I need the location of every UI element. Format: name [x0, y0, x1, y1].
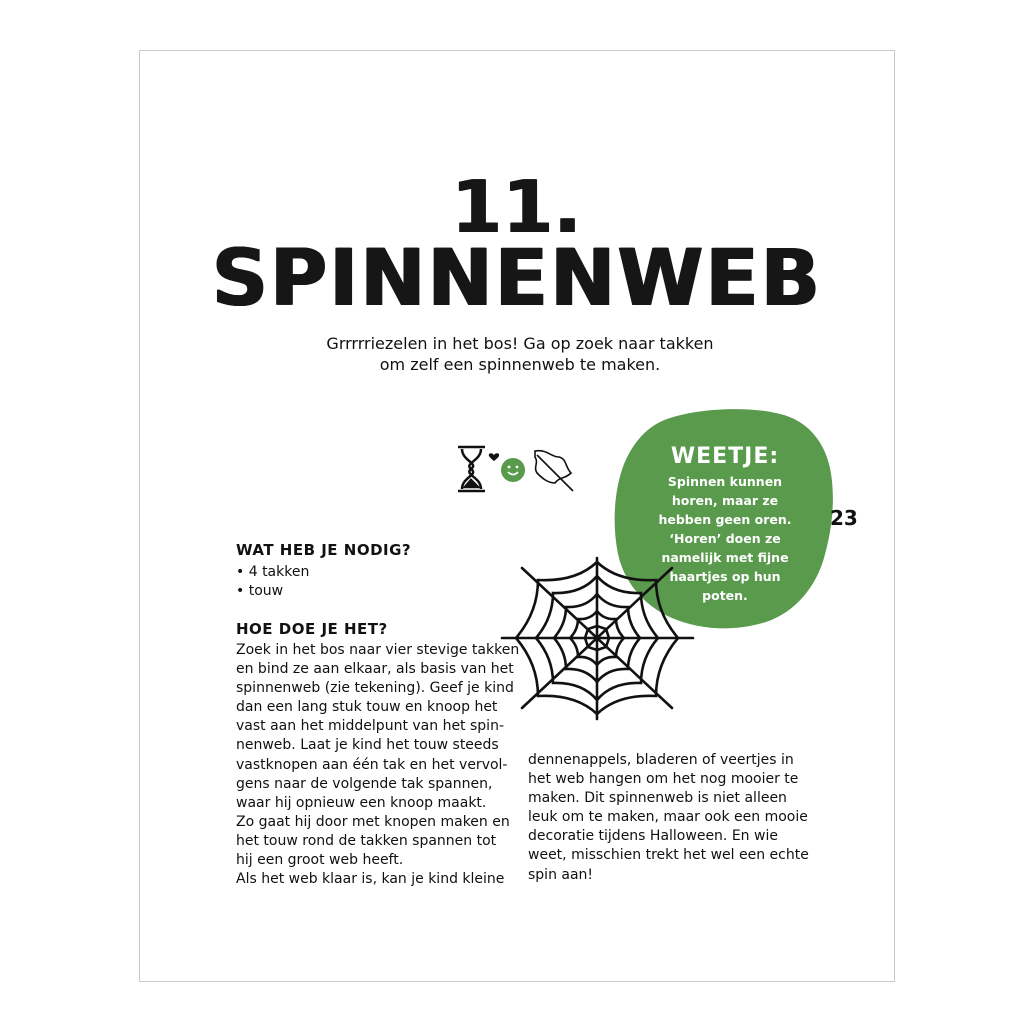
- materials-heading: WAT HEB JE NODIG?: [236, 541, 412, 559]
- text-line: weet, misschien trekt het wel een echte: [528, 847, 809, 864]
- text-line: het touw rond de takken spannen tot: [236, 832, 497, 849]
- callout-title: WEETJE:: [670, 444, 780, 469]
- callout-line: namelijk met fijne: [661, 550, 789, 565]
- instructions-text-left: [236, 641, 520, 889]
- heart-icon: [489, 453, 499, 461]
- leaf-icon: [535, 451, 573, 491]
- text-line: dennenappels, bladeren of veertjes in: [528, 752, 794, 768]
- text-line: waar hij opnieuw een knoop maakt.: [236, 794, 487, 811]
- text-line: vast aan het middelpunt van het spin-: [236, 718, 504, 735]
- callout-line: Spinnen kunnen: [667, 474, 783, 489]
- text-line: Zo gaat hij door met knopen maken en: [236, 813, 510, 830]
- spiderweb-illustration: [500, 556, 695, 721]
- callout-line: haartjes op hun: [669, 569, 781, 584]
- text-line: vastknopen aan één tak en het vervol-: [236, 756, 508, 773]
- text-line: het web hangen om het nog mooier te: [528, 771, 799, 788]
- callout-line: ‘Horen’ doen ze: [669, 531, 781, 546]
- smiley-icon: [501, 458, 525, 482]
- text-line: Zoek in het bos naar vier stevige takken: [236, 642, 520, 658]
- text-line: en bind ze aan elkaar, als basis van het: [236, 661, 514, 678]
- instructions-text-right: [528, 751, 809, 885]
- list-item: • touw: [236, 583, 284, 599]
- instructions-heading: HOE DOE JE HET?: [236, 620, 388, 638]
- book-page: [139, 50, 895, 982]
- hourglass-icon: [458, 447, 485, 491]
- text-line: spin aan!: [528, 866, 594, 883]
- page-number: 23: [830, 506, 858, 530]
- callout-line: horen, maar ze: [671, 493, 779, 508]
- intro-line: Grrrrriezelen in het bos! Ga op zoek naar takken: [326, 334, 714, 353]
- page-title: SPINNENWEB: [211, 234, 823, 324]
- list-item: • 4 takken: [236, 564, 310, 580]
- text-line: Als het web klaar is, kan je kind kleine: [236, 871, 505, 888]
- activity-icons: [455, 443, 585, 499]
- callout-line: poten.: [702, 588, 748, 603]
- text-line: maken. Dit spinnenweb is niet alleen: [528, 790, 787, 807]
- intro-line: om zelf een spinnenweb te maken.: [379, 355, 661, 374]
- text-line: decoratie tijdens Halloween. En wie: [528, 828, 778, 845]
- text-line: dan een lang stuk touw en knoop het: [236, 699, 498, 716]
- text-line: gens naar de volgende tak spannen,: [236, 775, 493, 792]
- intro-text: [250, 333, 790, 375]
- text-line: leuk om te maken, maar ook een mooie: [528, 809, 808, 826]
- text-line: hij een groot web heeft.: [236, 852, 404, 869]
- text-line: spinnenweb (zie tekening). Geef je kind: [236, 680, 514, 697]
- chapter-number: 11.: [451, 165, 583, 249]
- callout-line: hebben geen oren.: [658, 512, 792, 527]
- text-line: nenweb. Laat je kind het touw steeds: [236, 737, 499, 754]
- materials-list: [236, 563, 309, 601]
